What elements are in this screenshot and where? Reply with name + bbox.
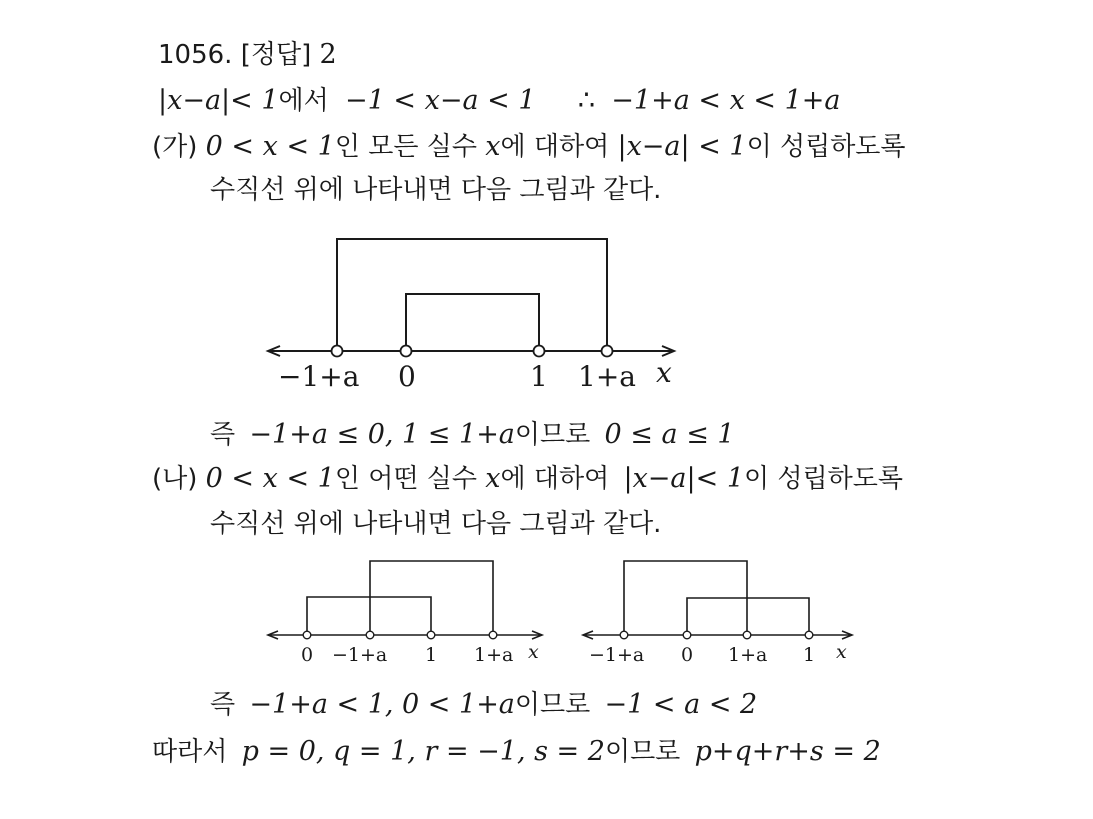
abs-inequality: |x−a|< 1	[158, 85, 279, 116]
part-ga-kr3: 이 성립하도록	[746, 132, 906, 162]
part-ga-conclusion-math2: 0 ≤ a ≤ 1	[604, 419, 735, 450]
part-na-kr1: 인 어떤 실수	[334, 464, 477, 494]
part-ga-math2: x	[485, 131, 501, 162]
left-label-neg1-plus-a: −1+a	[332, 644, 388, 666]
connector-text: 에서	[278, 86, 329, 116]
expanded-inequality: −1 < x−a < 1	[345, 85, 536, 116]
label-one: 1	[530, 360, 548, 393]
part-ga-line2: 수직선 위에 나타내면 다음 그림과 같다.	[210, 175, 662, 205]
part-na-kr2: 에 대하여	[500, 464, 610, 494]
label-one-plus-a: 1+a	[578, 360, 636, 393]
part-na-conclusion-math1: −1+a < 1, 0 < 1+a	[249, 689, 515, 720]
final-math1: p = 0, q = 1, r = −1, s = 2	[241, 736, 605, 767]
part-na-kr3: 이 성립하도록	[744, 464, 903, 494]
label-neg1-plus-a: −1+a	[278, 360, 360, 393]
label-zero: 0	[398, 360, 416, 393]
right-label-neg1-plus-a: −1+a	[589, 644, 645, 666]
part-na-conclusion	[210, 688, 757, 722]
result-inequality: −1+a < x < 1+a	[611, 85, 841, 116]
part-ga-kr2: 에 대하여	[500, 132, 610, 162]
right-label-one-plus-a: 1+a	[728, 644, 768, 666]
part-na-conclusion-math2: −1 < a < 2	[604, 689, 758, 720]
part-ga-math1: 0 < x < 1	[205, 131, 335, 162]
problem-number: 1056.	[158, 40, 233, 70]
final-line	[152, 735, 881, 769]
final-kr2: 이므로	[604, 737, 681, 767]
part-ga-kr1: 인 모든 실수	[334, 132, 477, 162]
left-label-x: x	[528, 641, 539, 663]
left-label-one-plus-a: 1+a	[474, 644, 514, 666]
part-na-math2: x	[485, 463, 501, 494]
right-label-x: x	[836, 641, 847, 663]
final-kr1: 따라서	[152, 737, 228, 767]
part-na-conclusion-kr1: 즉	[210, 690, 236, 720]
part-ga-conclusion-kr2: 이므로	[514, 420, 591, 450]
part-ga-math3: |x−a| < 1	[617, 131, 747, 162]
part-na-math1: 0 < x < 1	[205, 463, 335, 494]
part-ga-conclusion-math1: −1+a ≤ 0, 1 ≤ 1+a	[249, 419, 515, 450]
part-ga-label: (가)	[152, 132, 198, 162]
answer-value: 2	[319, 39, 337, 70]
part-na-line2: 수직선 위에 나타내면 다음 그림과 같다.	[210, 509, 662, 539]
left-label-zero: 0	[301, 644, 314, 666]
right-label-one: 1	[803, 644, 816, 666]
part-na-conclusion-kr2: 이므로	[514, 690, 591, 720]
part-na-math3: |x−a|< 1	[623, 463, 744, 494]
part-ga-conclusion-kr1: 즉	[210, 420, 236, 450]
therefore-symbol: ∴	[577, 85, 595, 116]
answer-label: [정답]	[240, 40, 312, 70]
label-x: x	[656, 356, 672, 389]
part-na-label: (나)	[152, 464, 198, 494]
left-label-one: 1	[425, 644, 438, 666]
right-label-zero: 0	[681, 644, 694, 666]
final-math2: p+q+r+s = 2	[694, 736, 881, 767]
